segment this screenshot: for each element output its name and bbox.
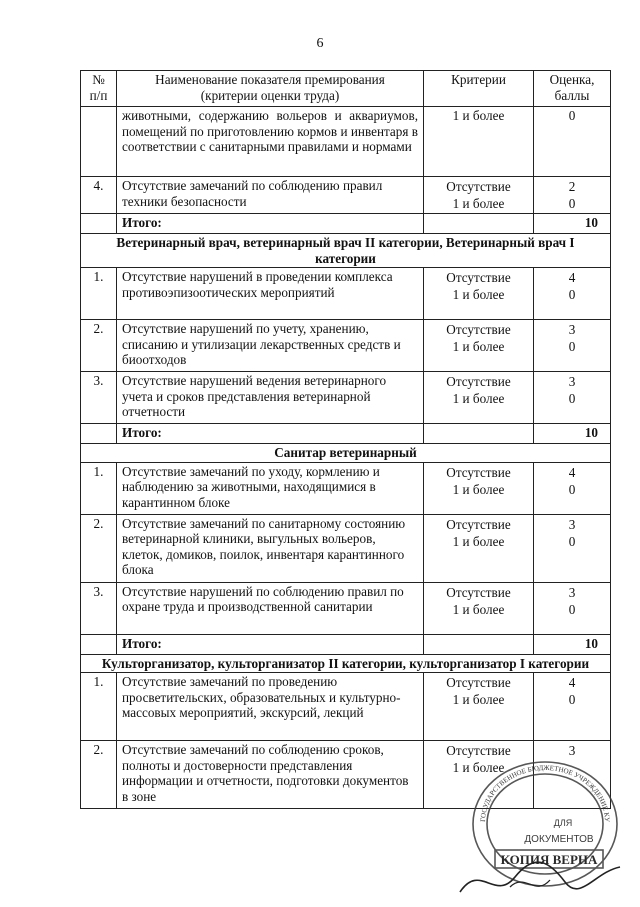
row-criteria: Отсутствие 1 и более — [424, 673, 534, 741]
total-row — [81, 214, 611, 234]
row-criteria: Отсутствие 1 и более — [424, 462, 534, 514]
row-score: 4 0 — [534, 673, 611, 741]
row-num: 2. — [81, 741, 117, 809]
section-title: Санитар ветеринарный — [81, 444, 611, 463]
row-name: животными, содержанию вольеров и аквариумов, помещений по приготовлению кормов и инвентаря в соответствии с санитарными правилами и нормами — [117, 107, 424, 177]
row-num: 1. — [81, 268, 117, 320]
table-row — [81, 107, 611, 177]
row-score: 4 0 — [534, 462, 611, 514]
row-name: Отсутствие замечаний по уходу, кормлению и наблюдению за животными, находящимися в карантинном блоке — [117, 462, 424, 514]
row-score: 3 0 — [534, 320, 611, 372]
row-score: 0 — [534, 107, 611, 177]
total-row — [81, 424, 611, 444]
stamp-ring-text: ГОСУДАРСТВЕННОЕ БЮДЖЕТНОЕ УЧРЕЖДЕНИЕ КУ — [478, 763, 612, 823]
table-header-row — [81, 71, 611, 107]
row-score: 4 0 — [534, 268, 611, 320]
criteria-table — [80, 70, 611, 809]
row-num: 3. — [81, 582, 117, 634]
section-heading-vet — [81, 234, 611, 268]
row-criteria: Отсутствие 1 и более — [424, 741, 534, 809]
table-row — [81, 177, 611, 214]
stamp-line1: ДЛЯ — [553, 818, 573, 828]
row-num: 1. — [81, 673, 117, 741]
row-num: 3. — [81, 372, 117, 424]
table-row — [81, 673, 611, 741]
total-row — [81, 634, 611, 654]
row-criteria: Отсутствие 1 и более — [424, 582, 534, 634]
row-criteria: Отсутствие 1 и более — [424, 514, 534, 582]
section-title: Ветеринарный врач, ветеринарный врач II категории, Ветеринарный врач I категории — [81, 234, 611, 268]
row-criteria: Отсутствие 1 и более — [424, 320, 534, 372]
row-name: Отсутствие замечаний по соблюдению правил техники безопасности — [117, 177, 424, 214]
header-num: № п/п — [81, 71, 117, 107]
stamp-icon — [455, 752, 625, 902]
row-num: 2. — [81, 514, 117, 582]
total-label: Итого: — [117, 424, 424, 444]
row-name: Отсутствие замечаний по санитарному состоянию ветеринарной клиники, выгульных вольеров, клеток, домиков, поилок, инвентаря карантинного блока — [117, 514, 424, 582]
row-criteria: 1 и более — [424, 107, 534, 177]
total-value: 10 — [534, 214, 611, 234]
row-num: 4. — [81, 177, 117, 214]
table-row — [81, 462, 611, 514]
row-name: Отсутствие нарушений по учету, хранению, списанию и утилизации лекарственных средств и биоотходов — [117, 320, 424, 372]
row-criteria: Отсутствие 1 и более — [424, 372, 534, 424]
table-row — [81, 268, 611, 320]
stamp-line3: КОПИЯ ВЕРНА — [500, 852, 598, 867]
table-row — [81, 372, 611, 424]
certification-stamp — [455, 752, 625, 902]
section-title: Культорганизатор, культорганизатор II категории, культорганизатор I категории — [81, 654, 611, 673]
row-name: Отсутствие замечаний по проведению просветительских, образовательных и культурно-массовых мероприятий, экскурсий, лекций — [117, 673, 424, 741]
row-score: 3 0 — [534, 514, 611, 582]
row-score: 3 0 — [534, 372, 611, 424]
row-score: 2 0 — [534, 177, 611, 214]
row-num: 1. — [81, 462, 117, 514]
table-row — [81, 582, 611, 634]
total-value: 10 — [534, 634, 611, 654]
total-label: Итого: — [117, 634, 424, 654]
row-criteria: Отсутствие 1 и более — [424, 177, 534, 214]
total-label: Итого: — [117, 214, 424, 234]
row-score: 3 — [534, 741, 611, 809]
section-heading-sanitar — [81, 444, 611, 463]
total-value: 10 — [534, 424, 611, 444]
row-name: Отсутствие замечаний по соблюдению сроков, полноты и достоверности представления информации и отчетности, подготовки документов в зоне — [117, 741, 424, 809]
row-score: 3 0 — [534, 582, 611, 634]
header-score: Оценка, баллы — [534, 71, 611, 107]
row-num: 2. — [81, 320, 117, 372]
header-name: Наименование показателя премирования (критерии оценки труда) — [117, 71, 424, 107]
row-name: Отсутствие нарушений ведения ветеринарного учета и сроков представления ветеринарной отчетности — [117, 372, 424, 424]
stamp-line2: ДОКУМЕНТОВ — [524, 834, 594, 845]
table-row — [81, 320, 611, 372]
section-heading-kult — [81, 654, 611, 673]
row-num — [81, 107, 117, 177]
table-row — [81, 514, 611, 582]
header-criteria: Критерии — [424, 71, 534, 107]
row-criteria: Отсутствие 1 и более — [424, 268, 534, 320]
row-name: Отсутствие нарушений в проведении комплекса противоэпизоотических мероприятий — [117, 268, 424, 320]
row-name: Отсутствие нарушений по соблюдению правил по охране труда и производственной санитарии — [117, 582, 424, 634]
page-number: 6 — [316, 36, 324, 51]
